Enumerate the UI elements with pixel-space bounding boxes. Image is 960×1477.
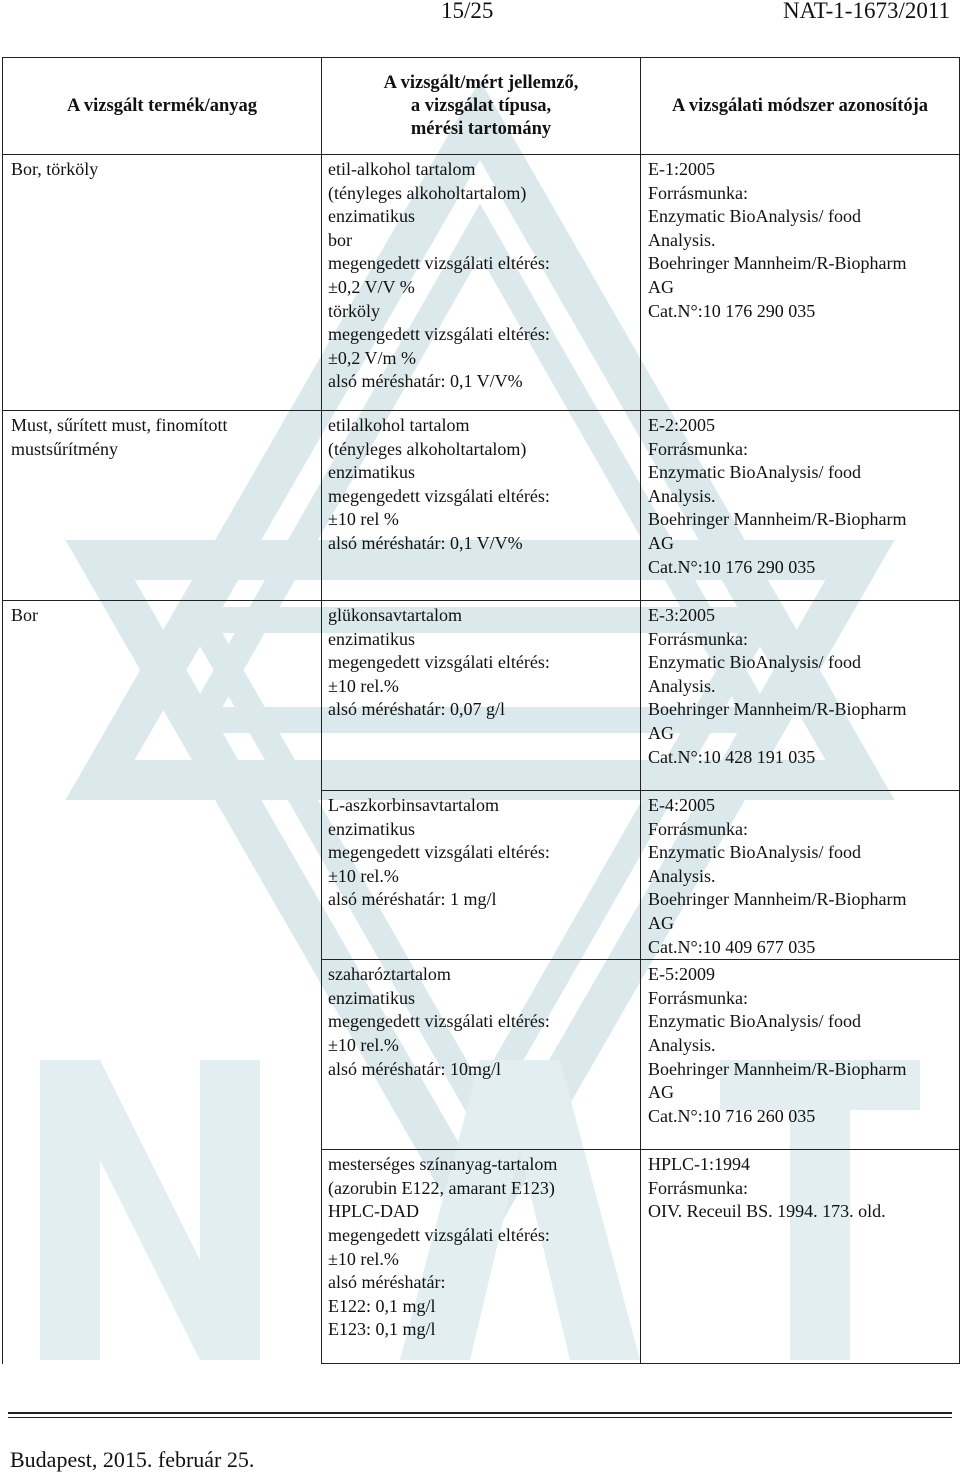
method-cell bbox=[641, 791, 960, 960]
method-line: Forrásmunka: bbox=[648, 438, 748, 459]
characteristic-line: glükonsavtartalom bbox=[328, 605, 462, 625]
characteristic-cell bbox=[322, 601, 641, 791]
header-line: A vizsgálati módszer azonosítója bbox=[671, 95, 929, 116]
method-line: E-5:2009 bbox=[648, 964, 715, 985]
table-row bbox=[3, 155, 960, 411]
product-line: Must, sűrített must, finomított bbox=[11, 415, 228, 435]
characteristic-line: alsó méréshatár: 10mg/l bbox=[328, 1058, 501, 1079]
characteristic-line: ±0,2 V/V % bbox=[328, 276, 415, 297]
characteristic-line: alsó méréshatár: 0,1 V/V% bbox=[328, 532, 523, 553]
method-line: Forrásmunka: bbox=[648, 182, 748, 203]
characteristic-line: szaharóztartalom bbox=[328, 964, 451, 985]
characteristic-line: bor bbox=[328, 229, 352, 250]
method-line: AG bbox=[648, 276, 674, 297]
header-line: A vizsgált termék/anyag bbox=[66, 95, 258, 116]
table-header-row bbox=[3, 58, 960, 155]
method-line: HPLC-1:1994 bbox=[648, 1154, 751, 1175]
characteristic-line: (tényleges alkoholtartalom) bbox=[328, 182, 527, 203]
method-line: Enzymatic BioAnalysis/ food bbox=[648, 1011, 861, 1032]
characteristic-cell bbox=[322, 1150, 641, 1364]
method-line: AG bbox=[648, 532, 674, 553]
method-line: Analysis. bbox=[648, 865, 716, 886]
method-line: E-3:2005 bbox=[648, 605, 715, 625]
characteristic-line: ±10 rel.% bbox=[328, 1248, 399, 1269]
characteristic-line: HPLC-DAD bbox=[328, 1201, 420, 1222]
method-line: Boehringer Mannheim/R-Biopharm bbox=[648, 889, 907, 910]
characteristic-cell bbox=[322, 155, 641, 411]
method-line: Enzymatic BioAnalysis/ food bbox=[648, 652, 861, 673]
method-line: OIV. Receuil BS. 1994. 173. old. bbox=[648, 1201, 886, 1222]
characteristic-line: megengedett vizsgálati eltérés: bbox=[328, 1224, 550, 1245]
table-row bbox=[3, 411, 960, 601]
characteristic-line: megengedett vizsgálati eltérés: bbox=[328, 253, 550, 274]
method-cell bbox=[641, 601, 960, 791]
characteristic-line: ±0,2 V/m % bbox=[328, 347, 417, 368]
method-line: E-1:2005 bbox=[648, 159, 715, 179]
characteristic-line: alsó méréshatár: 1 mg/l bbox=[328, 889, 497, 910]
characteristic-line: alsó méréshatár: 0,07 g/l bbox=[328, 699, 505, 720]
characteristic-line: (azorubin E122, amarant E123) bbox=[328, 1177, 555, 1198]
footer-place-date: Budapest, 2015. február 25. bbox=[10, 1447, 255, 1472]
footer-rule bbox=[8, 1417, 952, 1418]
method-line: Enzymatic BioAnalysis/ food bbox=[648, 462, 861, 483]
characteristic-line: megengedett vizsgálati eltérés: bbox=[328, 652, 550, 673]
characteristic-line: megengedett vizsgálati eltérés: bbox=[328, 842, 550, 863]
method-line: Analysis. bbox=[648, 229, 716, 250]
method-line: Boehringer Mannheim/R-Biopharm bbox=[648, 509, 907, 530]
method-cell bbox=[641, 1150, 960, 1364]
characteristic-cell bbox=[322, 791, 641, 960]
method-cell bbox=[641, 155, 960, 411]
product-line: mustsűrítmény bbox=[11, 438, 118, 459]
product-cell bbox=[3, 411, 322, 601]
method-line: AG bbox=[648, 722, 674, 743]
product-cell bbox=[3, 155, 322, 411]
footer-rule bbox=[8, 1412, 952, 1414]
characteristic-line: megengedett vizsgálati eltérés: bbox=[328, 485, 550, 506]
method-line: Boehringer Mannheim/R-Biopharm bbox=[648, 699, 907, 720]
characteristic-line: enzimatikus bbox=[328, 987, 415, 1008]
characteristic-line: enzimatikus bbox=[328, 628, 415, 649]
product-line: Bor bbox=[11, 605, 38, 625]
header-line: a vizsgálat típusa, bbox=[410, 95, 552, 116]
characteristic-line: ±10 rel.% bbox=[328, 675, 399, 696]
characteristic-line: ±10 rel.% bbox=[328, 1034, 399, 1055]
page-number: 15/25 bbox=[441, 0, 494, 23]
characteristic-line: etilalkohol tartalom bbox=[328, 415, 470, 435]
characteristic-line: E123: 0,1 mg/l bbox=[328, 1319, 436, 1340]
characteristic-line: E122: 0,1 mg/l bbox=[328, 1295, 436, 1316]
accreditation-table bbox=[2, 57, 960, 1364]
method-cell bbox=[641, 411, 960, 601]
method-line: Boehringer Mannheim/R-Biopharm bbox=[648, 253, 907, 274]
method-line: Forrásmunka: bbox=[648, 628, 748, 649]
method-line: Forrásmunka: bbox=[648, 1177, 748, 1198]
characteristic-line: mesterséges színanyag-tartalom bbox=[328, 1154, 558, 1175]
method-line: Cat.N°:10 176 290 035 bbox=[648, 556, 816, 577]
characteristic-cell bbox=[322, 960, 641, 1150]
method-line: E-4:2005 bbox=[648, 795, 715, 815]
col-header-method bbox=[641, 58, 960, 155]
col-header-characteristic bbox=[322, 58, 641, 155]
characteristic-cell bbox=[322, 411, 641, 601]
characteristic-line: etil-alkohol tartalom bbox=[328, 159, 476, 179]
method-line: Enzymatic BioAnalysis/ food bbox=[648, 206, 861, 227]
method-line: Cat.N°:10 409 677 035 bbox=[648, 936, 816, 957]
method-line: Enzymatic BioAnalysis/ food bbox=[648, 842, 861, 863]
method-cell bbox=[641, 960, 960, 1150]
header-line: mérési tartomány bbox=[410, 118, 552, 139]
characteristic-line: L-aszkorbinsavtartalom bbox=[328, 795, 499, 815]
product-line: Bor, törköly bbox=[11, 159, 99, 179]
method-line: Forrásmunka: bbox=[648, 818, 748, 839]
product-cell bbox=[3, 601, 322, 1364]
characteristic-line: ±10 rel.% bbox=[328, 865, 399, 886]
method-line: Analysis. bbox=[648, 675, 716, 696]
document-id: NAT-1-1673/2011 bbox=[783, 0, 950, 23]
characteristic-line: megengedett vizsgálati eltérés: bbox=[328, 324, 550, 345]
characteristic-line: ±10 rel % bbox=[328, 509, 399, 530]
characteristic-line: (tényleges alkoholtartalom) bbox=[328, 438, 527, 459]
method-line: Cat.N°:10 716 260 035 bbox=[648, 1105, 816, 1126]
characteristic-line: alsó méréshatár: bbox=[328, 1272, 446, 1293]
method-line: Analysis. bbox=[648, 1034, 716, 1055]
method-line: Analysis. bbox=[648, 485, 716, 506]
characteristic-line: enzimatikus bbox=[328, 462, 415, 483]
method-line: AG bbox=[648, 912, 674, 933]
characteristic-line: megengedett vizsgálati eltérés: bbox=[328, 1011, 550, 1032]
method-line: E-2:2005 bbox=[648, 415, 715, 435]
characteristic-line: törköly bbox=[328, 300, 380, 321]
header-line: A vizsgált/mért jellemző, bbox=[383, 72, 579, 93]
col-header-product bbox=[3, 58, 322, 155]
method-line: Cat.N°:10 428 191 035 bbox=[648, 746, 816, 767]
characteristic-line: enzimatikus bbox=[328, 206, 415, 227]
table-row bbox=[3, 601, 960, 791]
characteristic-line: alsó méréshatár: 0,1 V/V% bbox=[328, 371, 523, 392]
method-line: Boehringer Mannheim/R-Biopharm bbox=[648, 1058, 907, 1079]
method-line: Cat.N°:10 176 290 035 bbox=[648, 300, 816, 321]
characteristic-line: enzimatikus bbox=[328, 818, 415, 839]
method-line: AG bbox=[648, 1082, 674, 1103]
method-line: Forrásmunka: bbox=[648, 987, 748, 1008]
